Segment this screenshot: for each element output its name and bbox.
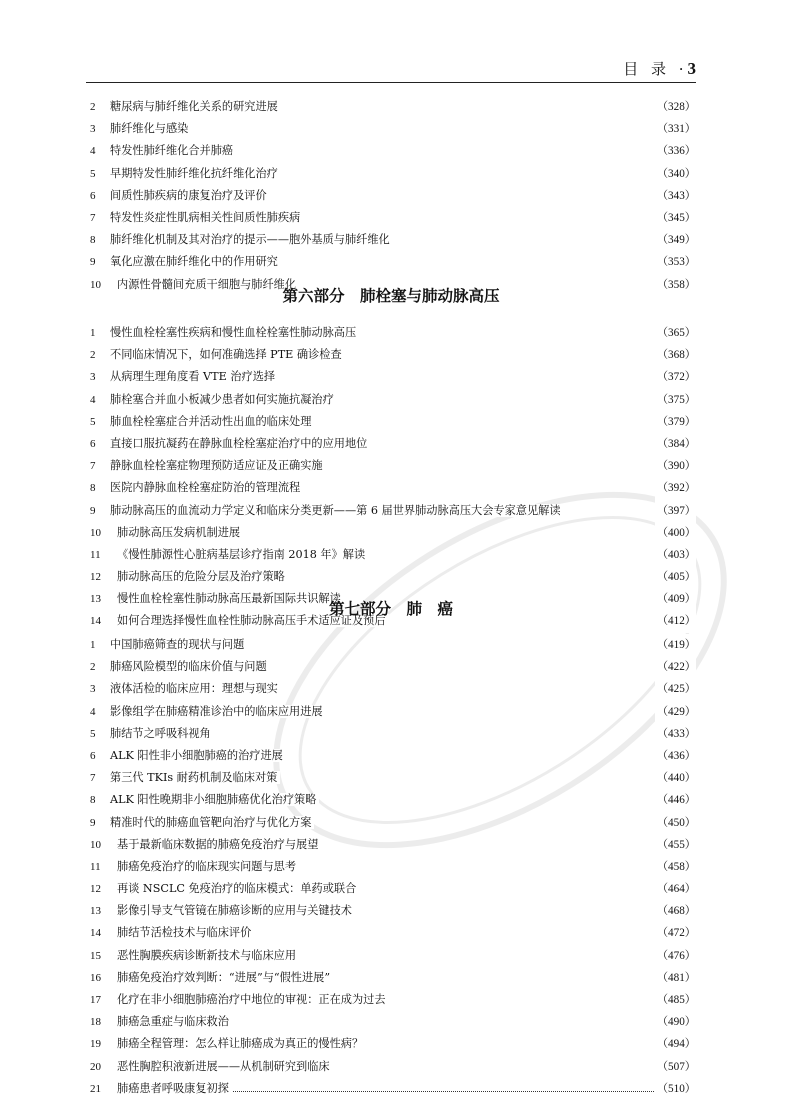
toc-entry[interactable] [90, 522, 696, 544]
entry-page: （400） [655, 522, 696, 544]
entry-title: 肺动脉高压的危险分层及治疗策略 [117, 570, 288, 583]
entry-number: 12 [90, 571, 101, 584]
toc-entry[interactable] [90, 229, 696, 251]
entry-page: （481） [655, 967, 696, 989]
entry-page: （433） [655, 723, 696, 745]
toc-entry[interactable] [90, 96, 696, 118]
entry-page: （365） [655, 322, 696, 344]
entry-number: 7 [90, 772, 96, 785]
entry-number: 9 [90, 256, 96, 269]
entry-title: 特发性肺纤维化合并肺癌 [110, 144, 236, 157]
entry-number: 4 [90, 393, 96, 406]
toc-entry[interactable] [90, 856, 696, 878]
entry-title: 中国肺癌筛查的现状与问题 [110, 638, 247, 651]
toc-entry[interactable] [90, 185, 696, 207]
entry-number: 7 [90, 460, 96, 473]
toc-entry[interactable] [90, 723, 696, 745]
entry-number: 11 [90, 860, 101, 873]
toc-entry[interactable] [90, 878, 696, 900]
toc-entry[interactable] [90, 789, 696, 811]
entry-page: （336） [655, 140, 696, 162]
toc-section-pulmonary-fibrosis [90, 96, 696, 296]
entry-title: 肺癌风险模型的临床价值与问题 [110, 660, 270, 673]
entry-page: （405） [655, 566, 696, 588]
entry-number: 6 [90, 749, 96, 762]
entry-title: 肺纤维化与感染 [110, 122, 191, 135]
toc-entry[interactable] [90, 834, 696, 856]
entry-title: 恶性胸膜疾病诊断新技术与临床应用 [117, 949, 299, 962]
entry-title: ALK 阳性晚期非小细胞肺癌优化治疗策略 [110, 793, 319, 806]
entry-number: 3 [90, 371, 96, 384]
page-number: 3 [687, 59, 696, 78]
toc-entry[interactable] [90, 500, 696, 522]
entry-number: 3 [90, 683, 96, 696]
toc-entry[interactable] [90, 322, 696, 344]
entry-title: 糖尿病与肺纤维化关系的研究进展 [110, 100, 281, 113]
entry-page: （510） [655, 1078, 696, 1100]
toc-entry[interactable] [90, 701, 696, 723]
toc-entry[interactable] [90, 433, 696, 455]
toc-entry[interactable] [90, 207, 696, 229]
entry-page: （412） [655, 610, 696, 632]
toc-entry[interactable] [90, 344, 696, 366]
toc-entry[interactable] [90, 745, 696, 767]
entry-number: 5 [90, 167, 96, 180]
entry-title: 肺血栓栓塞症合并活动性出血的临床处理 [110, 415, 314, 428]
entry-page: （446） [655, 789, 696, 811]
toc-entry[interactable] [90, 1078, 696, 1100]
entry-page: （472） [655, 922, 696, 944]
entry-number: 10 [90, 838, 101, 851]
entry-page: （450） [655, 812, 696, 834]
entry-number: 11 [90, 548, 101, 561]
entry-number: 2 [90, 349, 96, 362]
entry-title: 肺癌免疫治疗的临床现实问题与思考 [117, 860, 299, 873]
entry-title: 影像引导支气管镜在肺癌诊断的应用与关键技术 [117, 904, 355, 917]
entry-number: 4 [90, 705, 96, 718]
entry-title: 再谈 NSCLC 免疫治疗的临床模式：单药或联合 [117, 882, 359, 895]
entry-page: （425） [655, 678, 696, 700]
entry-title: ALK 阳性非小细胞肺癌的治疗进展 [110, 749, 286, 762]
entry-title: 早期特发性肺纤维化抗纤维化治疗 [110, 167, 281, 180]
entry-page: （328） [655, 96, 696, 118]
toc-entry[interactable] [90, 566, 696, 588]
toc-entry[interactable] [90, 1056, 696, 1078]
entry-number: 16 [90, 971, 101, 984]
entry-page: （429） [655, 701, 696, 723]
entry-title: 慢性血栓栓塞性疾病和慢性血栓栓塞性肺动脉高压 [110, 326, 359, 339]
entry-page: （422） [655, 656, 696, 678]
entry-title: 肺癌全程管理：怎么样让肺癌成为真正的慢性病？ [117, 1037, 366, 1050]
entry-page: （353） [655, 251, 696, 273]
entry-title: 肺结节之呼吸科视角 [110, 727, 214, 740]
entry-number: 13 [90, 905, 101, 918]
entry-number: 10 [90, 526, 101, 539]
toc-entry[interactable] [90, 411, 696, 433]
entry-page: （507） [655, 1056, 696, 1078]
entry-title: 如何合理选择慢性血栓性肺动脉高压手术适应证及预后 [117, 614, 389, 627]
entry-number: 15 [90, 949, 101, 962]
entry-page: （331） [655, 118, 696, 140]
toc-entry[interactable] [90, 544, 696, 566]
entry-page: （464） [655, 878, 696, 900]
toc-entry[interactable] [90, 163, 696, 185]
entry-page: （409） [655, 588, 696, 610]
toc-entry[interactable] [90, 118, 696, 140]
entry-page: （403） [655, 544, 696, 566]
entry-title: 肺癌患者呼吸康复初探 [117, 1082, 232, 1095]
toc-entry[interactable] [90, 812, 696, 834]
entry-title: 影像组学在肺癌精准诊治中的临床应用进展 [110, 705, 326, 718]
entry-number: 21 [90, 1082, 101, 1095]
entry-title: 特发性炎症性肌病相关性间质性肺疾病 [110, 211, 303, 224]
toc-section-part-seven [90, 634, 696, 1100]
entry-number: 19 [90, 1038, 101, 1051]
entry-page: （455） [655, 834, 696, 856]
toc-section-part-six [90, 322, 696, 633]
entry-page: （476） [655, 945, 696, 967]
entry-page: （358） [655, 274, 696, 296]
entry-page: （419） [655, 634, 696, 656]
toc-entry[interactable] [90, 251, 696, 273]
entry-title: 从病理生理角度看 VTE 治疗选择 [110, 370, 278, 383]
toc-entry[interactable] [90, 989, 696, 1011]
toc-entry[interactable] [90, 140, 696, 162]
toc-entry[interactable] [90, 767, 696, 789]
entry-title: 精准时代的肺癌血管靶向治疗与优化方案 [110, 816, 314, 829]
toc-entry[interactable] [90, 656, 696, 678]
entry-page: （384） [655, 433, 696, 455]
entry-number: 9 [90, 504, 96, 517]
toc-entry[interactable] [90, 1033, 696, 1055]
entry-title: 氧化应激在肺纤维化中的作用研究 [110, 255, 281, 268]
entry-title: 肺癌免疫治疗效判断：“进展”与“假性进展” [117, 971, 333, 984]
entry-number: 8 [90, 482, 96, 495]
entry-number: 8 [90, 234, 96, 247]
entry-title: 内源性骨髓间充质干细胞与肺纤维化 [117, 278, 299, 291]
entry-page: （375） [655, 389, 696, 411]
entry-number: 8 [90, 794, 96, 807]
entry-number: 1 [90, 327, 96, 339]
entry-title: 静脉血栓栓塞症物理预防适应证及正确实施 [110, 459, 326, 472]
entry-page: （345） [655, 207, 696, 229]
entry-number: 2 [90, 661, 96, 674]
toc-entry[interactable] [90, 389, 696, 411]
entry-page: （343） [655, 185, 696, 207]
toc-entry[interactable] [90, 634, 696, 656]
entry-page: （390） [655, 455, 696, 477]
entry-number: 6 [90, 437, 96, 450]
toc-entry[interactable] [90, 967, 696, 989]
entry-title: 液体活检的临床应用：理想与现实 [110, 682, 281, 695]
entry-number: 20 [90, 1060, 101, 1073]
entry-page: （372） [655, 366, 696, 388]
entry-title: 化疗在非小细胞肺癌治疗中地位的审视：正在成为过去 [117, 993, 389, 1006]
entry-number: 3 [90, 123, 96, 136]
entry-title: 慢性血栓栓塞性肺动脉高压最新国际共识解读 [117, 592, 344, 605]
toc-entry[interactable] [90, 366, 696, 388]
entry-title: 第三代 TKIs 耐药机制及临床对策 [110, 771, 280, 784]
entry-page: （440） [655, 767, 696, 789]
toc-entry[interactable] [90, 1011, 696, 1033]
part-six-title: 第六部分 肺栓塞与肺动脉高压 [282, 286, 500, 305]
toc-entry[interactable] [90, 922, 696, 944]
entry-title: 不同临床情况下，如何准确选择 PTE 确诊检查 [110, 348, 345, 361]
entry-number: 2 [90, 101, 96, 113]
entry-number: 6 [90, 189, 96, 202]
entry-page: （368） [655, 344, 696, 366]
entry-title: 间质性肺疾病的康复治疗及评价 [110, 189, 270, 202]
entry-title: 肺结节活检技术与临床评价 [117, 926, 254, 939]
entry-page: （458） [655, 856, 696, 878]
entry-number: 14 [90, 615, 101, 628]
entry-number: 5 [90, 415, 96, 428]
entry-number: 1 [90, 639, 96, 651]
entry-page: （494） [655, 1033, 696, 1055]
entry-page: （340） [655, 163, 696, 185]
entry-title: 肺癌急重症与临床救治 [117, 1015, 232, 1028]
toc-entry[interactable] [90, 900, 696, 922]
toc-entry[interactable] [90, 945, 696, 967]
entry-number: 12 [90, 883, 101, 896]
entry-title: 《慢性肺源性心脏病基层诊疗指南 2018 年》解读 [117, 548, 368, 561]
entry-page: （392） [655, 477, 696, 499]
entry-title: 直接口服抗凝药在静脉血栓栓塞症治疗中的应用地位 [110, 437, 370, 450]
header-label: 目 录 · [623, 60, 688, 78]
running-header [623, 58, 696, 79]
entry-number: 13 [90, 593, 101, 606]
entry-number: 9 [90, 816, 96, 829]
entry-title: 肺纤维化机制及其对治疗的提示——胞外基质与肺纤维化 [110, 233, 393, 246]
entry-page: （379） [655, 411, 696, 433]
entry-number: 4 [90, 145, 96, 158]
toc-entry[interactable] [90, 477, 696, 499]
entry-number: 14 [90, 927, 101, 940]
toc-entry[interactable] [90, 455, 696, 477]
entry-title: 恶性胸腔积液新进展——从机制研究到临床 [117, 1060, 333, 1073]
header-rule [86, 82, 696, 83]
entry-page: （436） [655, 745, 696, 767]
entry-number: 5 [90, 727, 96, 740]
entry-title: 医院内静脉血栓栓塞症防治的管理流程 [110, 481, 303, 494]
entry-page: （490） [655, 1011, 696, 1033]
part-seven-title: 第七部分 肺 癌 [328, 599, 453, 618]
entry-number: 10 [90, 278, 101, 291]
entry-number: 17 [90, 994, 101, 1006]
entry-title: 肺栓塞合并血小板减少患者如何实施抗凝治疗 [110, 393, 337, 406]
entry-title: 基于最新临床数据的肺癌免疫治疗与展望 [117, 838, 321, 851]
entry-page: （397） [655, 500, 696, 522]
entry-number: 18 [90, 1016, 101, 1029]
entry-page: （485） [655, 989, 696, 1011]
entry-page: （349） [655, 229, 696, 251]
entry-page: （468） [655, 900, 696, 922]
toc-entry[interactable] [90, 678, 696, 700]
entry-title: 肺动脉高压发病机制进展 [117, 526, 243, 539]
entry-title: 肺动脉高压的血流动力学定义和临床分类更新——第 6 届世界肺动脉高压大会专家意见解读 [110, 504, 564, 517]
entry-number: 7 [90, 211, 96, 224]
